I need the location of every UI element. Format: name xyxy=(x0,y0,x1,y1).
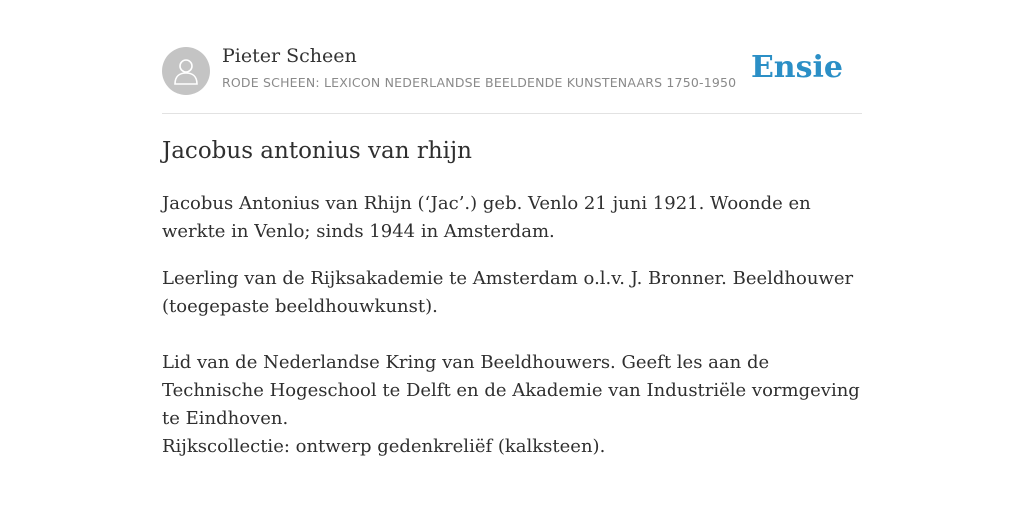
article-paragraph: Lid van de Nederlandse Kring van Beeldhouwers. Geeft les aan de Technische Hogeschool te Delft en de Akademie van Industriële vormgeving te Eindhoven. xyxy=(162,352,860,429)
brand-logo[interactable]: Ensie xyxy=(750,50,843,85)
author-avatar[interactable] xyxy=(162,47,210,95)
article-paragraph: Jacobus Antonius van Rhijn (‘Jac’.) geb. Venlo 21 juni 1921. Woonde en werkte in Venlo; sinds 1944 in Amsterdam. xyxy=(162,193,811,242)
article-paragraph: Leerling van de Rijksakademie te Amsterdam o.l.v. J. Bronner. Beeldhouwer (toegepaste beeldhouwkunst). xyxy=(162,268,854,317)
user-icon xyxy=(173,57,199,85)
article-header xyxy=(162,0,862,114)
author-name[interactable]: Pieter Scheen xyxy=(222,45,357,67)
article-card xyxy=(162,0,862,457)
article-title: Jacobus antonius van rhijn xyxy=(162,138,472,164)
source-title[interactable]: RODE SCHEEN: LEXICON NEDERLANDSE BEELDENDE KUNSTENAARS 1750-1950 xyxy=(222,75,737,90)
article-paragraph: Rijkscollectie: ontwerp gedenkreliëf (kalksteen). xyxy=(162,436,606,457)
